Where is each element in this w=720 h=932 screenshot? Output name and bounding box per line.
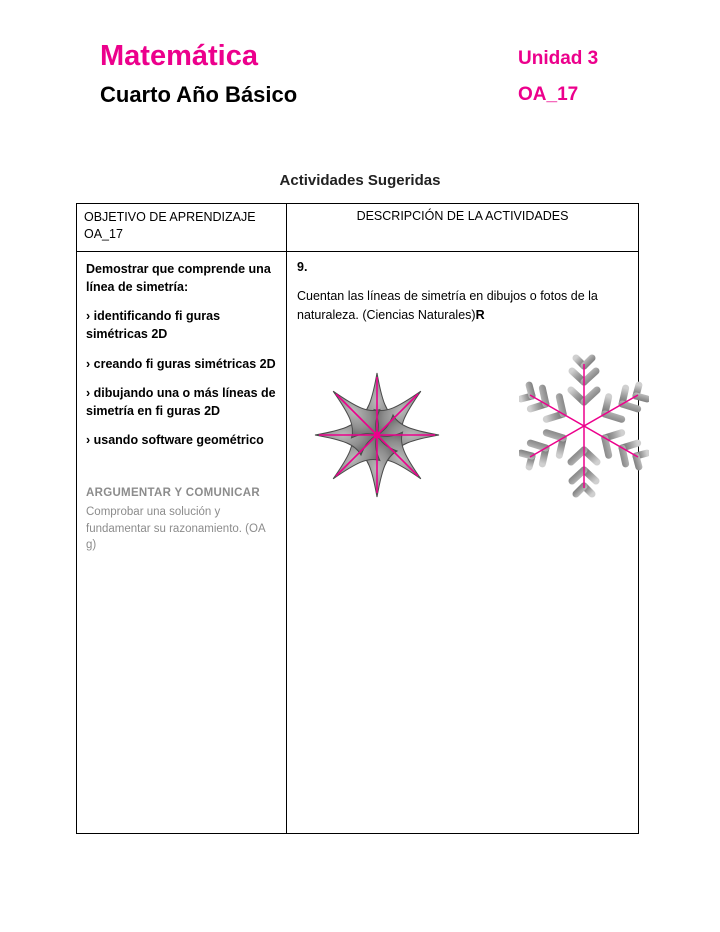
table-header-description: DESCRIPCIÓN DE LA ACTIVIDADES bbox=[356, 209, 569, 223]
document-header bbox=[100, 40, 620, 120]
objective-item: › creando fi guras simétricas 2D bbox=[86, 356, 276, 371]
grade-title: Cuarto Año Básico bbox=[100, 82, 298, 107]
activity-text bbox=[297, 287, 628, 325]
objective-title: Demostrar que comprende una línea de simetría: bbox=[86, 262, 271, 295]
objective-item: › usando software geométrico bbox=[86, 432, 264, 447]
activity-figures bbox=[297, 347, 628, 537]
starfish-image bbox=[307, 365, 447, 505]
activity-number: 9. bbox=[297, 260, 308, 274]
table-header-row bbox=[77, 204, 638, 252]
skill-title: ARGUMENTAR Y COMUNICAR bbox=[86, 487, 260, 499]
activity-text-suffix: R bbox=[475, 307, 485, 322]
activities-table bbox=[76, 203, 639, 834]
section-heading: Actividades Sugeridas bbox=[279, 172, 441, 189]
activity-text-body: Cuentan las líneas de simetría en dibujos o fotos de la naturaleza. (Ciencias Naturales) bbox=[297, 289, 598, 322]
objective-item: › dibujando una o más líneas de simetría en fi guras 2D bbox=[86, 385, 276, 418]
table-header-objective: OBJETIVO DE APRENDIZAJE OA_17 bbox=[77, 204, 287, 251]
objective-cell bbox=[77, 252, 287, 833]
objective-item: › identificando fi guras simétricas 2D bbox=[86, 309, 221, 342]
activity-cell bbox=[287, 252, 638, 833]
oa-code-label: OA_17 bbox=[518, 84, 579, 105]
skill-block bbox=[86, 485, 277, 554]
snowflake-image bbox=[519, 351, 649, 501]
subject-title: Matemática bbox=[100, 40, 258, 72]
unit-label: Unidad 3 bbox=[518, 48, 599, 69]
table-body-row bbox=[77, 252, 638, 833]
skill-text: Comprobar una solución y fundamentar su razonamiento. (OA g) bbox=[86, 506, 265, 552]
